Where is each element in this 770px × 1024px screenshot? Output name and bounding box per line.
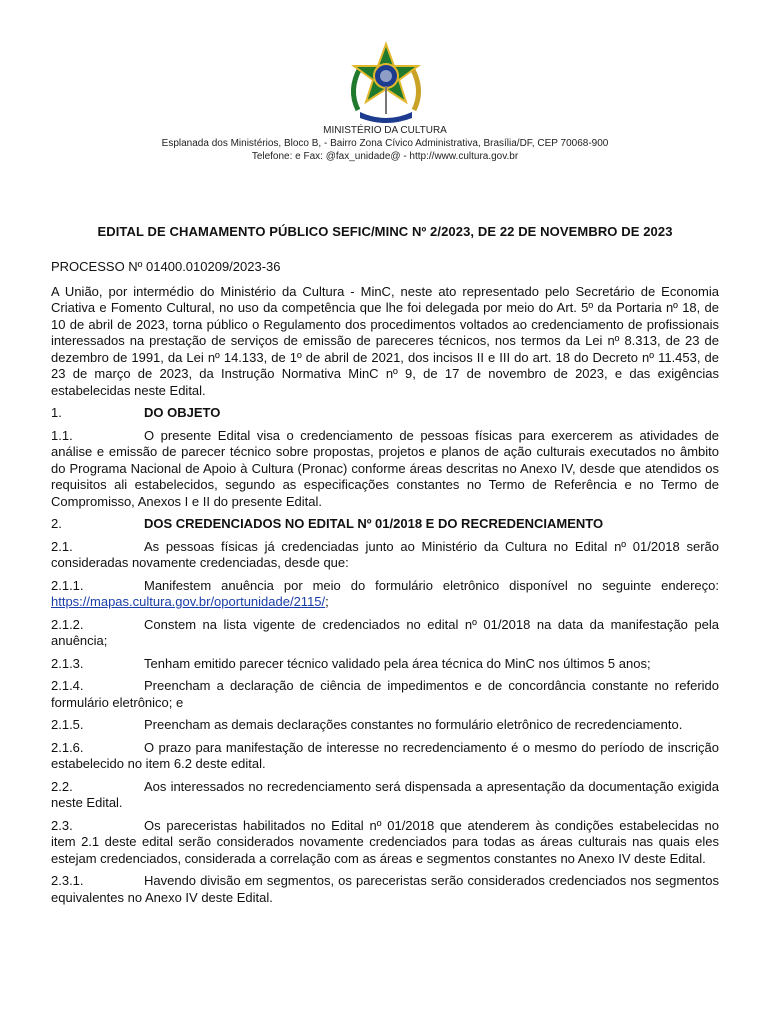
clause-text: Havendo divisão em segmentos, os pareceristas serão considerados credenciados nos segmentos equivalentes no Anexo IV deste Edital. <box>51 873 719 905</box>
clause-2-1 <box>51 539 719 572</box>
ministry-address: Esplanada dos Ministérios, Bloco B, - Bairro Zona Cívico Administrativa, Brasília/DF, CEP 70068-900 <box>161 138 609 149</box>
clause-2-1-2 <box>51 617 719 650</box>
clause-2-2 <box>51 779 719 812</box>
document-title: EDITAL DE CHAMAMENTO PÚBLICO SEFIC/MINC Nº 2/2023, DE 22 DE NOVEMBRO DE 2023 <box>97 224 673 239</box>
clause-number: 2.1.4. <box>51 678 84 693</box>
clause-number: 2.1.1. <box>51 577 84 593</box>
section-number: 2. <box>51 516 62 531</box>
form-link[interactable]: https://mapas.cultura.gov.br/oportunidade/2115/ <box>51 594 326 609</box>
document-body <box>51 259 719 912</box>
clause-text: Os pareceristas habilitados no Edital nº 01/2018 que atenderem às condições estabelecidas no item 2.1 deste edital serão considerados novamente credenciados para todas as áreas culturais nas quais eles estejam credenciados, considerada a correlação com as áreas e segmentos constantes no Anexo IV deste Edital. <box>51 817 719 866</box>
section-title: DOS CREDENCIADOS NO EDITAL Nº 01/2018 E DO RECREDENCIAMENTO <box>144 516 604 531</box>
clause-number: 2.1.5. <box>51 717 84 732</box>
clause-text: O presente Edital visa o credenciamento de pessoas físicas para exercerem as atividades de análise e emissão de parecer técnico sobre propostas, projetos e planos de ação culturais executados no âmbito do Programa Nacional de Apoio à Cultura (Pronac) conforme áreas descritas no Anexo IV, desde que atendidos os requisitos ali estabelecidos, segundo as especificações constantes no Termo de Referência e no Termo de Compromisso, Anexos I e II do presente Edital. <box>51 427 719 509</box>
clause-text: Preencham as demais declarações constantes no formulário eletrônico de recredenciamento. <box>144 717 683 732</box>
clause-2-3-1 <box>51 873 719 906</box>
clause-2-1-6 <box>51 740 719 773</box>
clause-2-3 <box>51 818 719 868</box>
clause-2-1-1 <box>51 578 719 611</box>
ministry-name: MINISTÉRIO DA CULTURA <box>323 125 447 136</box>
clause-number: 1.1. <box>51 427 73 443</box>
intro-paragraph: A União, por intermédio do Ministério da Cultura - MinC, neste ato representado pelo Secretário de Economia Criativa e Fomento Cultural, no uso da competência que lhe foi delegada por meio do Art. 5º da Portaria nº 18, de 10 de abril de 2023, torna público o Regulamento dos procedimentos voltados ao credenciamento de profissionais interessados na prestação de serviços de emissão de pareceres técnicos, nos termos da Lei nº 8.313, de 23 de dezembro de 1991, da Lei nº 14.133, de 1º de abril de 2021, dos incisos II e III do art. 18 do Decreto nº 11.453, de 23 de março de 2023, da Instrução Normativa MinC nº 9, de 17 de novembro de 2023, e das exigências estabelecidas neste Edital. <box>51 283 719 398</box>
clause-number: 2.3.1. <box>51 873 84 888</box>
clause-2-1-5 <box>51 717 719 734</box>
clause-text: Tenham emitido parecer técnico validado pela área técnica do MinC nos últimos 5 anos; <box>144 655 651 671</box>
clause-number: 2.1.3. <box>51 655 84 671</box>
clause-2-1-4 <box>51 678 719 711</box>
section-title: DO OBJETO <box>144 405 221 420</box>
ministry-contact: Telefone: e Fax: @fax_unidade@ - http://www.cultura.gov.br <box>251 151 519 162</box>
clause-text: As pessoas físicas já credenciadas junto ao Ministério da Cultura no Edital nº 01/2018 serão consideradas novamente credenciadas, desde que: <box>51 538 719 570</box>
clause-text: Aos interessados no recredenciamento será dispensada a apresentação da documentação exigida neste Edital. <box>51 778 719 810</box>
clause-number: 2.1.6. <box>51 739 84 755</box>
clause-text: Manifestem anuência por meio do formulário eletrônico disponível no seguinte endereço: <box>144 577 719 593</box>
clause-text: Constem na lista vigente de credenciados no edital nº 01/2018 na data da manifestação pela anuência; <box>51 616 719 648</box>
clause-number: 2.3. <box>51 817 73 833</box>
clause-number: 2.1. <box>51 538 73 554</box>
clause-text: Preencham a declaração de ciência de impedimentos e de concordância constante no referido formulário eletrônico; e <box>51 678 719 710</box>
clause-number: 2.2. <box>51 778 73 794</box>
section-heading-1 <box>51 405 719 422</box>
process-number: PROCESSO Nº 01400.010209/2023-36 <box>51 259 281 274</box>
section-heading-2 <box>51 516 719 533</box>
clause-1-1 <box>51 428 719 511</box>
clause-number: 2.1.2. <box>51 616 84 632</box>
section-number: 1. <box>51 405 62 420</box>
clause-suffix: ; <box>325 594 329 609</box>
coat-of-arms-icon <box>338 40 434 124</box>
clause-2-1-3 <box>51 656 719 673</box>
clause-text: O prazo para manifestação de interesse no recredenciamento é o mesmo do período de inscrição estabelecido no item 6.2 deste edital. <box>51 739 719 771</box>
